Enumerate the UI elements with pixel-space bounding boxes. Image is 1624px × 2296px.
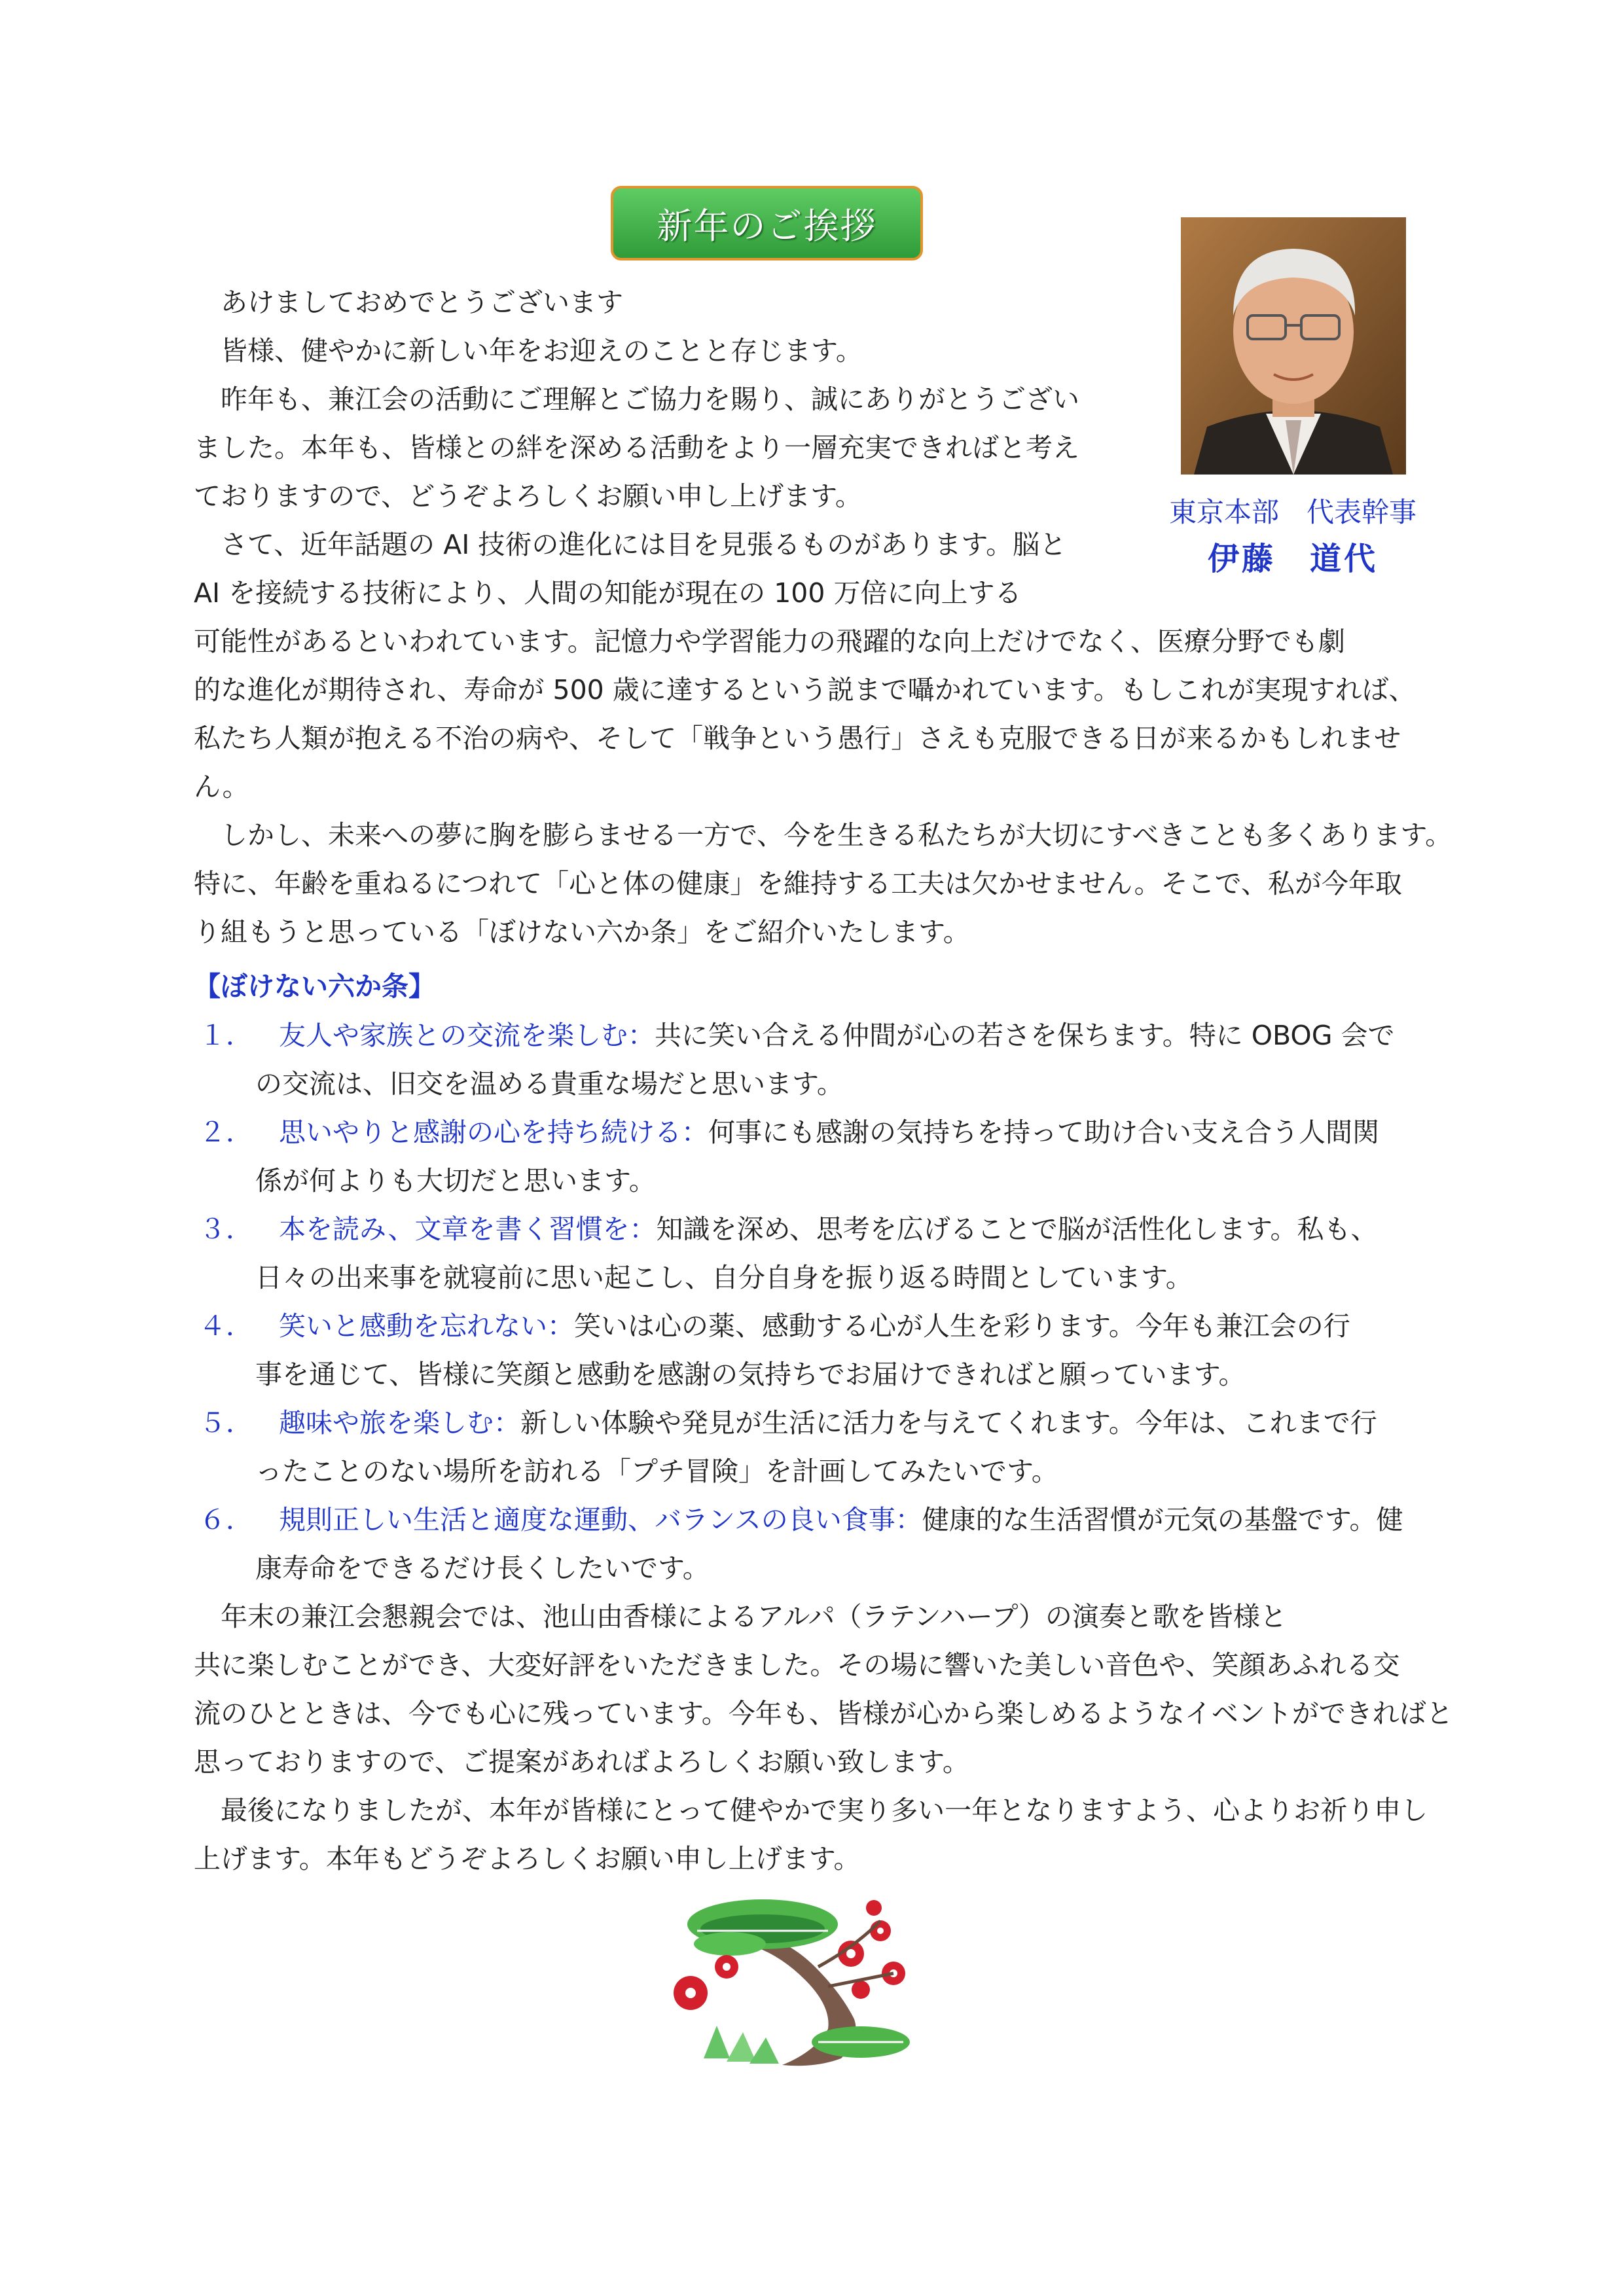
body-line: 可能性があるといわれています。記憶力や学習能力の飛躍的な向上だけでなく、医療分野でも劇 (194, 626, 1345, 657)
pine-plum-illustration (664, 1895, 933, 2072)
body-line: 年末の兼江会懇親会では、池山由香様によるアルパ（ラテンハープ）の演奏と歌を皆様と (194, 1601, 1287, 1632)
item-continuation: 事を通じて、皆様に笑顔と感動を感謝の気持ちでお届けできればと願っています。 (255, 1359, 1246, 1390)
item-continuation: 康寿命をできるだけ長くしたいです。 (255, 1552, 710, 1584)
item-text: 笑いは心の薬、感動する心が人生を彩ります。今年も兼江会の行 (574, 1310, 1350, 1342)
item-label: 趣味や旅を楽しむ： (279, 1407, 520, 1439)
item-text: 共に笑い合える仲間が心の若さを保ちます。特に OBOG 会で (655, 1020, 1395, 1051)
section-heading: 【ぼけない六か条】 (194, 971, 435, 1002)
item-label: 規則正しい生活と適度な運動、バランスの良い食事： (279, 1504, 922, 1535)
item-continuation: ったことのない場所を訪れる「プチ冒険」を計画してみたいです。 (255, 1456, 1058, 1487)
item-text: 健康的な生活習慣が元気の基盤です。健 (922, 1504, 1403, 1535)
item-text: 知識を深め、思考を広げることで脳が活性化します。私も、 (656, 1213, 1378, 1245)
list-item (194, 1108, 1379, 1157)
body-line: 皆様、健やかに新しい年をお迎えのことと存じます。 (194, 335, 863, 367)
body-line: 昨年も、兼江会の活動にご理解とご協力を賜り、誠にありがとうござい (194, 384, 1079, 415)
item-number: ３． (199, 1213, 253, 1245)
body-line: 最後になりましたが、本年が皆様にとって健やかで実り多い一年となりますよう、心よりお祈り申し (194, 1795, 1428, 1826)
list-item (194, 1302, 1350, 1350)
item-continuation: 係が何よりも大切だと思います。 (255, 1165, 656, 1196)
item-continuation: の交流は、旧交を温める貴重な場だと思います。 (255, 1068, 844, 1100)
body-line: ました。本年も、皆様との絆を深める活動をより一層充実できればと考え (194, 432, 1079, 463)
list-item (194, 1205, 1378, 1253)
item-number: ４． (199, 1310, 253, 1342)
body-line: 思っておりますので、ご提案があればよろしくお願い致します。 (194, 1746, 969, 1778)
body-line: ておりますので、どうぞよろしくお願い申し上げます。 (194, 480, 862, 512)
body-line: しかし、未来への夢に胸を膨らませる一方で、今を生きる私たちが大切にすべきことも多くあります。 (194, 819, 1453, 851)
portrait-photo (1181, 217, 1406, 475)
item-label: 本を読み、文章を書く習慣を： (279, 1213, 657, 1245)
body-line: 私たち人類が抱える不治の病や、そして「戦争という愚行」さえも克服できる日が来るかもしれませ (194, 723, 1401, 754)
item-number: ５． (199, 1407, 253, 1439)
item-text: 何事にも感謝の気持ちを持って助け合い支え合う人間関 (708, 1117, 1379, 1148)
list-item (194, 1496, 1403, 1544)
author-name: 伊藤 道代 (1207, 541, 1378, 577)
author-role: 東京本部 代表幹事 (1168, 496, 1416, 528)
item-number: ２． (199, 1117, 253, 1148)
body-line: 的な進化が期待され、寿命が 500 歳に達するという説まで囁かれています。もしこれが実現すれば、 (194, 674, 1416, 706)
body-line: り組もうと思っている「ぼけない六か条」をご紹介いたします。 (194, 916, 970, 948)
body-line: 特に、年齢を重ねるにつれて「心と体の健康」を維持する工夫は欠かせません。そこで、私が今年取 (194, 868, 1402, 899)
page-title: 新年のご挨拶 (611, 186, 923, 260)
item-label: 友人や家族との交流を楽しむ： (279, 1020, 655, 1051)
body-line: ん。 (194, 771, 249, 802)
item-continuation: 日々の出来事を就寝前に思い起こし、自分自身を振り返る時間としています。 (255, 1262, 1193, 1293)
body-line: さて、近年話題の AI 技術の進化には目を見張るものがあります。脳と (194, 529, 1067, 560)
item-label: 笑いと感動を忘れない： (279, 1310, 574, 1342)
item-text: 新しい体験や発見が生活に活力を与えてくれます。今年は、これまで行 (520, 1407, 1377, 1439)
body-line: AI を接続する技術により、人間の知能が現在の 100 万倍に向上する (194, 577, 1022, 609)
body-line: 上げます。本年もどうぞよろしくお願い申し上げます。 (194, 1843, 861, 1874)
item-number: １． (199, 1020, 253, 1051)
list-item (194, 1399, 1377, 1447)
item-number: ６． (199, 1504, 253, 1535)
body-line: あけましておめでとうございます (194, 287, 623, 318)
list-item (194, 1011, 1395, 1060)
body-line: 流のひとときは、今でも心に残っています。今年も、皆様が心から楽しめるようなイベントができればと (194, 1698, 1453, 1729)
item-label: 思いやりと感謝の心を持ち続ける： (279, 1117, 708, 1148)
body-line: 共に楽しむことができ、大変好評をいただきました。その場に響いた美しい音色や、笑顔あふれる交 (194, 1649, 1400, 1681)
